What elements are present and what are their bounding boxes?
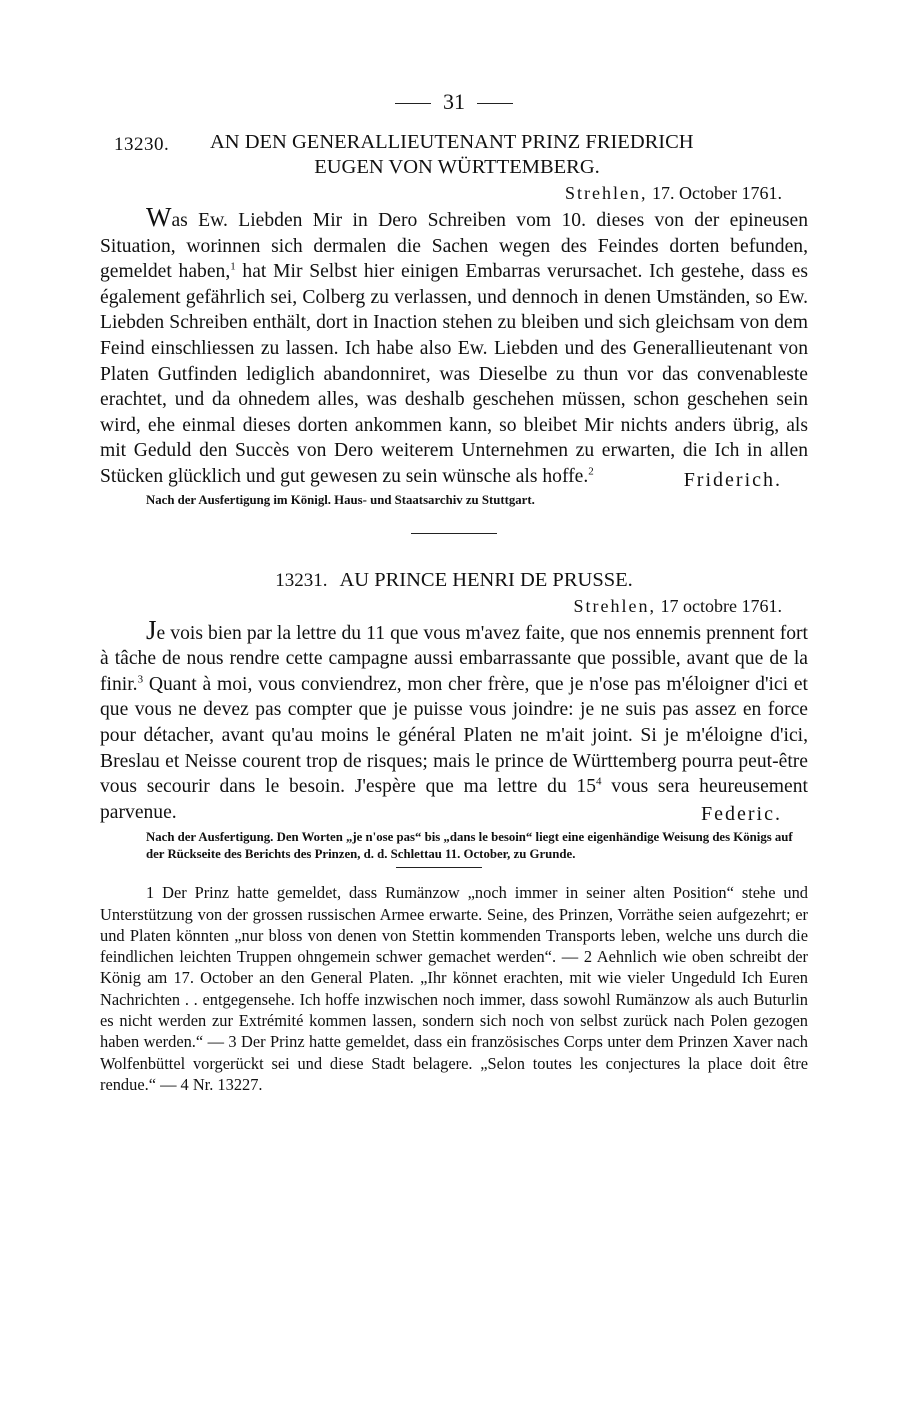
doc1-source-note: Nach der Ausfertigung im Königl. Haus- und Staatsarchiv zu Stuttgart. (146, 492, 535, 507)
doc1-number: 13230. (114, 134, 170, 155)
doc1-signature: Friderich. (683, 468, 782, 491)
page (100, 88, 808, 1095)
doc1-body (100, 202, 808, 491)
doc2-footnote-ref-3: 3 (137, 673, 144, 686)
header-dash-left (395, 103, 431, 104)
doc2-place: Strehlen, (573, 595, 657, 616)
page-number: 31 (443, 89, 465, 114)
header-dash-right (477, 103, 513, 104)
doc2-dateline (100, 594, 808, 618)
doc1-heading (100, 130, 808, 180)
doc1-title-line2: EUGEN VON WÜRTTEMBERG. (314, 156, 600, 178)
footnote-text: 1 Der Prinz hatte gemeldet, dass Rumänzow „noch immer in seiner alten Position“ stehe und Unterstützung von der grossen russischen Armee erwarte. Seine, des Prinzen, Vorräthe seien aufgezehrt; er und Platen könnten „nur bloss von denen von Stettin kommenden Transports leben, welche uns durch die feindlichen leichten Truppen ohngemein schwer gemachet werden“. — 2 Aehnlich wie oben schreibt der König am 17. October an den General Platen. „Ihr könnet erachten, mit wie vieler Ungeduld Ich Euren Nachrichten . . entgegensehe. Ich hoffe inzwischen noch immer, dass sowohl Rumänzow als auch Buturlin es nicht werden zur Extrémité kommen lassen, sondern sich noch von selbst zurück nach Polen gezogen haben werden.“ — 3 Der Prinz hatte gemeldet, dass ein französisches Corps unter dem Prinzen Xaver nach Wolfenbüttel vorgerückt sei und diese Stadt belagere. „Selon toutes les conjectures la place doit être rendue.“ — 4 Nr. 13227. (100, 883, 808, 1094)
doc1-footnote-ref-1: 1 (230, 260, 236, 273)
doc2-signature: Federic. (701, 802, 782, 825)
doc2-body-part-c: vous sera heureusement parvenue. (100, 776, 808, 823)
doc2-date: 17 octobre 1761. (660, 595, 782, 616)
doc1-body-part-a: as Ew. Liebden Mir in Dero Schreiben vom 10. dieses von der epineusen Situation, worinnen sich dermalen die Sachen wegen des Feindes dorten befunden, gemeldet haben, (100, 210, 808, 283)
footnotes (100, 882, 808, 1095)
doc2-body-part-a: e vois bien par la lettre du 11 que vous m'avez faite, que nos ennemis prennent fort à tâche de nous rendre cette campagne aussi embarrassante que possible, avant que de la finir. (100, 622, 808, 695)
doc1-footnote-ref-2: 2 (588, 465, 594, 478)
doc1-place: Strehlen, (565, 183, 648, 203)
doc1-dateline (100, 181, 808, 205)
doc1-body-part-b: hat Mir Selbst hier einigen Embarras verursachet. Ich gestehe, dass es également gefährlich sei, Colberg zu verlassen, und dennoch in denen Umständen, so Ew. Liebden Schreiben enthält, dort in Inaction stehen zu bleiben und sich gleichsam von dem Feind einschliessen zu lassen. Ich habe also Ew. Liebden und des Generallieutenant von Platen Gutfinden lediglich abandonniret, was Dieselbe zu thun vor das convenableste erachtet, und da ohnedem alles, was deshalb geschehen müssen, schon geschehen sein wird, ehe einmal dieses dorten ankommen kann, so bleibet Mir nichts anders übrig, als mit Geduld den Succès von Dero weiterem Unternehmen zu erwarten, die Ich in allen Stücken glücklich und gut gewesen zu sein wünsche als hoffe. (100, 261, 808, 487)
doc2-body (100, 614, 808, 826)
section-divider-1 (411, 533, 497, 534)
doc2-heading (100, 568, 808, 593)
doc2-body-part-b: Quant à moi, vous conviendrez, mon cher frère, que je n'ose pas m'éloigner d'ici et que vous ne devez pas compter que je puisse vous joindre: je ne suis pas assez en force pour détacher, avant qu'au moins le général Platen ne m'ait joint. Si je m'éloigne d'ici, Breslau et Neisse courent trop de risques; mais le prince de Württemberg pourra peut-être vous secourir dans le besoin. J'espère que ma lettre du 15 (100, 673, 808, 798)
doc2-dropcap: J (146, 614, 157, 645)
doc1-dropcap: W (146, 202, 172, 232)
page-header (100, 88, 808, 118)
footnote-divider (396, 867, 482, 868)
doc1-date: 17. October 1761. (652, 183, 782, 203)
doc1-title-line1: AN DEN GENERALLIEUTENANT PRINZ FRIEDRICH (210, 131, 694, 153)
doc2-number: 13231. (275, 569, 328, 591)
doc2-title: AU PRINCE HENRI DE PRUSSE. (339, 568, 633, 591)
doc2-source-note: Nach der Ausfertigung. Den Worten „je n'ose pas“ bis „dans le besoin“ liegt eine eigenhändige Weisung des Königs auf der Rückseite des Berichts des Prinzen, d. d. Schlettau 11. October, zu Grunde. (146, 830, 793, 862)
doc2-footnote-ref-4: 4 (596, 775, 602, 788)
